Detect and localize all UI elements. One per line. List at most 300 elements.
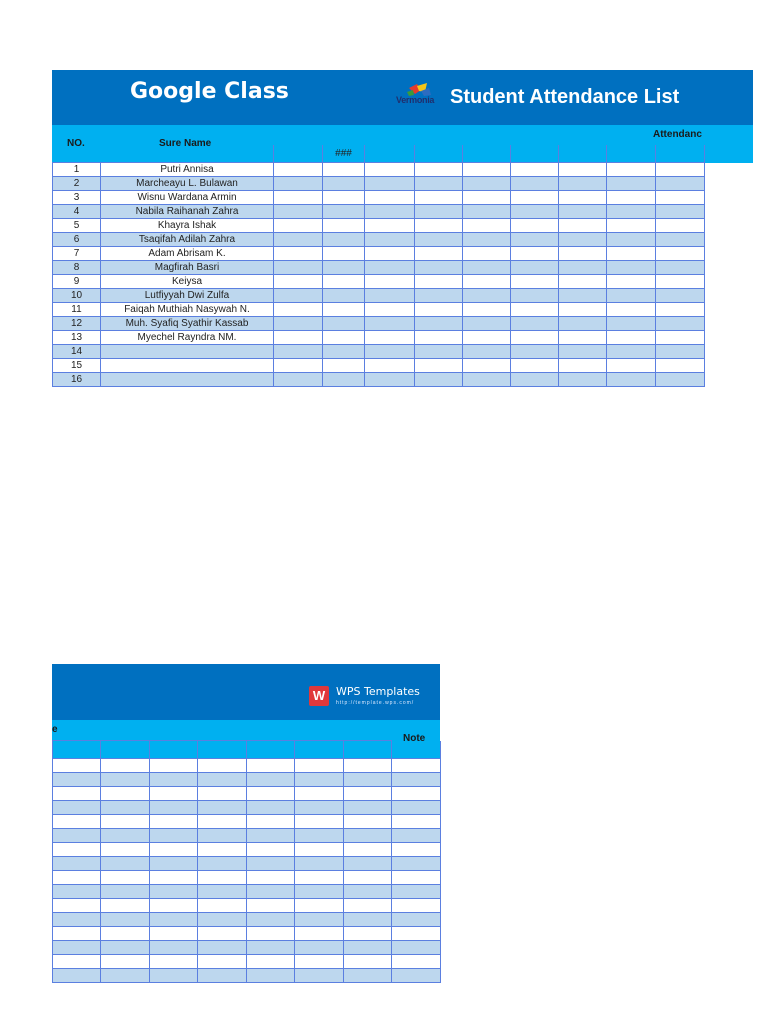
attendance-cell[interactable] [511,247,559,261]
attendance-cell[interactable] [511,331,559,345]
attendance-cell[interactable] [295,787,344,801]
attendance-cell[interactable] [463,359,511,373]
attendance-cell[interactable] [101,857,150,871]
attendance-cell[interactable] [101,899,150,913]
attendance-cell[interactable] [559,373,607,387]
attendance-cell[interactable] [344,843,392,857]
attendance-cell[interactable] [656,233,705,247]
note-cell[interactable] [392,955,441,969]
attendance-cell[interactable] [274,205,323,219]
attendance-cell[interactable] [198,857,247,871]
attendance-cell[interactable] [247,843,295,857]
attendance-cell[interactable] [344,801,392,815]
attendance-cell[interactable] [607,261,656,275]
attendance-cell[interactable] [295,871,344,885]
attendance-cell[interactable] [463,261,511,275]
attendance-cell[interactable] [295,857,344,871]
attendance-cell[interactable] [344,885,392,899]
attendance-cell[interactable] [415,289,463,303]
attendance-cell[interactable] [656,317,705,331]
attendance-cell[interactable] [415,373,463,387]
note-cell[interactable] [392,801,441,815]
note-cell[interactable] [392,885,441,899]
attendance-cell[interactable] [463,205,511,219]
student-name[interactable]: Magfirah Basri [101,261,274,275]
attendance-cell[interactable] [53,871,101,885]
attendance-cell[interactable] [101,969,150,983]
attendance-cell[interactable] [656,191,705,205]
attendance-cell[interactable] [295,913,344,927]
student-name[interactable]: Keiysa [101,275,274,289]
attendance-cell[interactable] [53,773,101,787]
attendance-cell[interactable] [53,955,101,969]
attendance-cell[interactable] [274,191,323,205]
attendance-cell[interactable] [511,163,559,177]
attendance-cell[interactable] [656,275,705,289]
attendance-cell[interactable] [295,773,344,787]
student-name[interactable]: Marcheayu L. Bulawan [101,177,274,191]
attendance-cell[interactable] [101,955,150,969]
attendance-cell[interactable] [274,373,323,387]
row-number[interactable]: 1 [53,163,101,177]
attendance-cell[interactable] [559,219,607,233]
attendance-cell[interactable] [559,233,607,247]
attendance-cell[interactable] [101,871,150,885]
attendance-cell[interactable] [295,759,344,773]
student-name[interactable]: Wisnu Wardana Armin [101,191,274,205]
note-cell[interactable] [392,899,441,913]
student-name[interactable]: Muh. Syafiq Syathir Kassab [101,317,274,331]
attendance-cell[interactable] [463,289,511,303]
attendance-cell[interactable] [656,359,705,373]
attendance-cell[interactable] [365,163,415,177]
student-name[interactable]: Nabila Raihanah Zahra [101,205,274,219]
attendance-cell[interactable] [656,177,705,191]
attendance-cell[interactable] [295,955,344,969]
attendance-cell[interactable] [323,177,365,191]
attendance-cell[interactable] [247,829,295,843]
attendance-cell[interactable] [295,927,344,941]
attendance-cell[interactable] [198,829,247,843]
attendance-cell[interactable] [198,773,247,787]
attendance-cell[interactable] [415,275,463,289]
attendance-cell[interactable] [344,927,392,941]
attendance-cell[interactable] [53,899,101,913]
attendance-cell[interactable] [344,857,392,871]
attendance-cell[interactable] [511,191,559,205]
attendance-cell[interactable] [607,359,656,373]
attendance-cell[interactable] [463,303,511,317]
attendance-cell[interactable] [274,317,323,331]
attendance-cell[interactable] [415,191,463,205]
attendance-cell[interactable] [53,843,101,857]
attendance-cell[interactable] [247,801,295,815]
attendance-cell[interactable] [101,773,150,787]
attendance-cell[interactable] [415,303,463,317]
attendance-cell[interactable] [295,941,344,955]
attendance-cell[interactable] [101,815,150,829]
attendance-cell[interactable] [415,359,463,373]
student-name[interactable]: Khayra Ishak [101,219,274,233]
attendance-cell[interactable] [365,289,415,303]
attendance-cell[interactable] [323,303,365,317]
attendance-cell[interactable] [274,345,323,359]
attendance-cell[interactable] [511,177,559,191]
attendance-cell[interactable] [274,219,323,233]
attendance-cell[interactable] [150,885,198,899]
note-cell[interactable] [392,871,441,885]
attendance-cell[interactable] [511,261,559,275]
attendance-cell[interactable] [101,843,150,857]
attendance-cell[interactable] [607,163,656,177]
attendance-cell[interactable] [559,247,607,261]
attendance-cell[interactable] [53,927,101,941]
attendance-cell[interactable] [559,177,607,191]
attendance-cell[interactable] [511,373,559,387]
attendance-cell[interactable] [656,373,705,387]
note-cell[interactable] [392,843,441,857]
attendance-cell[interactable] [365,219,415,233]
attendance-cell[interactable] [415,317,463,331]
attendance-cell[interactable] [365,261,415,275]
attendance-cell[interactable] [559,191,607,205]
attendance-cell[interactable] [198,815,247,829]
attendance-cell[interactable] [247,759,295,773]
row-number[interactable]: 3 [53,191,101,205]
row-number[interactable]: 14 [53,345,101,359]
attendance-cell[interactable] [656,205,705,219]
attendance-cell[interactable] [344,941,392,955]
attendance-cell[interactable] [344,759,392,773]
note-cell[interactable] [392,829,441,843]
attendance-cell[interactable] [559,289,607,303]
attendance-cell[interactable] [344,969,392,983]
attendance-cell[interactable] [463,163,511,177]
attendance-cell[interactable] [559,205,607,219]
attendance-cell[interactable] [53,913,101,927]
note-cell[interactable] [392,927,441,941]
attendance-cell[interactable] [463,177,511,191]
attendance-cell[interactable] [607,317,656,331]
note-cell[interactable] [392,913,441,927]
attendance-cell[interactable] [607,303,656,317]
attendance-cell[interactable] [295,843,344,857]
attendance-cell[interactable] [198,843,247,857]
attendance-cell[interactable] [323,373,365,387]
row-number[interactable]: 9 [53,275,101,289]
attendance-cell[interactable] [53,815,101,829]
attendance-cell[interactable] [247,857,295,871]
row-number[interactable]: 10 [53,289,101,303]
attendance-cell[interactable] [247,955,295,969]
attendance-cell[interactable] [344,871,392,885]
note-cell[interactable] [392,773,441,787]
attendance-cell[interactable] [274,275,323,289]
attendance-cell[interactable] [198,801,247,815]
attendance-cell[interactable] [198,871,247,885]
attendance-cell[interactable] [607,219,656,233]
attendance-cell[interactable] [150,871,198,885]
attendance-cell[interactable] [415,261,463,275]
attendance-cell[interactable] [511,303,559,317]
attendance-cell[interactable] [150,969,198,983]
row-number[interactable]: 6 [53,233,101,247]
attendance-cell[interactable] [295,885,344,899]
attendance-cell[interactable] [415,177,463,191]
attendance-cell[interactable] [274,177,323,191]
attendance-cell[interactable] [274,331,323,345]
row-number[interactable]: 7 [53,247,101,261]
attendance-cell[interactable] [150,787,198,801]
attendance-cell[interactable] [323,359,365,373]
attendance-cell[interactable] [463,191,511,205]
attendance-cell[interactable] [656,331,705,345]
attendance-cell[interactable] [198,941,247,955]
student-name[interactable] [101,345,274,359]
attendance-cell[interactable] [559,163,607,177]
attendance-cell[interactable] [365,345,415,359]
note-cell[interactable] [392,969,441,983]
student-name[interactable]: Faiqah Muthiah Nasywah N. [101,303,274,317]
attendance-cell[interactable] [344,955,392,969]
attendance-cell[interactable] [295,801,344,815]
row-number[interactable]: 11 [53,303,101,317]
attendance-cell[interactable] [101,759,150,773]
attendance-cell[interactable] [198,913,247,927]
row-number[interactable]: 8 [53,261,101,275]
attendance-cell[interactable] [344,913,392,927]
attendance-cell[interactable] [511,233,559,247]
attendance-cell[interactable] [415,345,463,359]
wps-url[interactable]: http://template.wps.com/ [336,700,415,706]
attendance-cell[interactable] [559,359,607,373]
attendance-cell[interactable] [150,899,198,913]
attendance-cell[interactable] [323,233,365,247]
attendance-cell[interactable] [607,233,656,247]
note-cell[interactable] [392,941,441,955]
attendance-cell[interactable] [247,969,295,983]
row-number[interactable]: 13 [53,331,101,345]
attendance-cell[interactable] [463,373,511,387]
student-name[interactable] [101,359,274,373]
attendance-cell[interactable] [198,927,247,941]
attendance-cell[interactable] [365,205,415,219]
attendance-cell[interactable] [559,345,607,359]
attendance-cell[interactable] [274,289,323,303]
row-number[interactable]: 15 [53,359,101,373]
row-number[interactable]: 5 [53,219,101,233]
attendance-cell[interactable] [463,233,511,247]
attendance-cell[interactable] [656,247,705,261]
attendance-cell[interactable] [463,345,511,359]
attendance-cell[interactable] [607,247,656,261]
attendance-cell[interactable] [463,275,511,289]
attendance-cell[interactable] [295,969,344,983]
attendance-cell[interactable] [53,787,101,801]
attendance-cell[interactable] [656,345,705,359]
attendance-cell[interactable] [559,317,607,331]
attendance-cell[interactable] [150,843,198,857]
attendance-cell[interactable] [53,885,101,899]
attendance-cell[interactable] [607,289,656,303]
attendance-cell[interactable] [559,331,607,345]
attendance-cell[interactable] [150,955,198,969]
student-name[interactable]: Tsaqifah Adilah Zahra [101,233,274,247]
attendance-cell[interactable] [607,177,656,191]
attendance-cell[interactable] [365,373,415,387]
attendance-cell[interactable] [415,331,463,345]
attendance-cell[interactable] [415,247,463,261]
attendance-cell[interactable] [101,913,150,927]
attendance-cell[interactable] [656,219,705,233]
attendance-cell[interactable] [511,219,559,233]
attendance-cell[interactable] [150,801,198,815]
attendance-cell[interactable] [365,317,415,331]
attendance-cell[interactable] [274,359,323,373]
attendance-cell[interactable] [247,787,295,801]
attendance-cell[interactable] [247,899,295,913]
attendance-cell[interactable] [656,261,705,275]
attendance-cell[interactable] [101,801,150,815]
attendance-cell[interactable] [247,941,295,955]
attendance-cell[interactable] [150,829,198,843]
student-name[interactable]: Adam Abrisam K. [101,247,274,261]
attendance-cell[interactable] [463,331,511,345]
student-name[interactable] [101,373,274,387]
attendance-cell[interactable] [463,317,511,331]
attendance-cell[interactable] [101,787,150,801]
attendance-cell[interactable] [365,275,415,289]
attendance-cell[interactable] [607,205,656,219]
attendance-cell[interactable] [53,969,101,983]
attendance-cell[interactable] [365,303,415,317]
date-cell[interactable]: ### [323,145,365,163]
attendance-cell[interactable] [607,331,656,345]
attendance-cell[interactable] [607,373,656,387]
attendance-cell[interactable] [198,787,247,801]
attendance-cell[interactable] [463,219,511,233]
attendance-cell[interactable] [607,275,656,289]
attendance-cell[interactable] [323,345,365,359]
attendance-cell[interactable] [607,345,656,359]
attendance-cell[interactable] [150,773,198,787]
attendance-cell[interactable] [511,317,559,331]
attendance-cell[interactable] [198,885,247,899]
attendance-cell[interactable] [323,331,365,345]
note-cell[interactable] [392,857,441,871]
attendance-cell[interactable] [247,773,295,787]
attendance-cell[interactable] [150,913,198,927]
attendance-cell[interactable] [365,233,415,247]
attendance-cell[interactable] [323,289,365,303]
attendance-cell[interactable] [198,759,247,773]
attendance-cell[interactable] [344,787,392,801]
attendance-cell[interactable] [274,303,323,317]
attendance-cell[interactable] [247,913,295,927]
attendance-cell[interactable] [344,899,392,913]
attendance-cell[interactable] [365,331,415,345]
attendance-cell[interactable] [559,275,607,289]
attendance-cell[interactable] [274,261,323,275]
attendance-cell[interactable] [323,261,365,275]
attendance-cell[interactable] [344,773,392,787]
row-number[interactable]: 4 [53,205,101,219]
row-number[interactable]: 2 [53,177,101,191]
attendance-cell[interactable] [247,885,295,899]
attendance-cell[interactable] [247,871,295,885]
attendance-cell[interactable] [365,247,415,261]
attendance-cell[interactable] [365,359,415,373]
attendance-cell[interactable] [511,359,559,373]
attendance-cell[interactable] [295,829,344,843]
attendance-cell[interactable] [656,303,705,317]
attendance-cell[interactable] [323,163,365,177]
attendance-cell[interactable] [415,163,463,177]
attendance-cell[interactable] [656,163,705,177]
attendance-cell[interactable] [415,219,463,233]
attendance-cell[interactable] [198,899,247,913]
attendance-cell[interactable] [656,289,705,303]
attendance-cell[interactable] [150,927,198,941]
attendance-cell[interactable] [323,247,365,261]
attendance-cell[interactable] [247,815,295,829]
attendance-cell[interactable] [365,177,415,191]
attendance-cell[interactable] [323,317,365,331]
attendance-cell[interactable] [511,275,559,289]
note-cell[interactable] [392,787,441,801]
attendance-cell[interactable] [559,261,607,275]
attendance-cell[interactable] [323,219,365,233]
attendance-cell[interactable] [101,941,150,955]
attendance-cell[interactable] [344,829,392,843]
attendance-cell[interactable] [559,303,607,317]
student-name[interactable]: Lutfiyyah Dwi Zulfa [101,289,274,303]
attendance-cell[interactable] [101,885,150,899]
attendance-cell[interactable] [150,815,198,829]
attendance-cell[interactable] [415,233,463,247]
attendance-cell[interactable] [323,205,365,219]
attendance-cell[interactable] [198,955,247,969]
attendance-cell[interactable] [247,927,295,941]
attendance-cell[interactable] [323,275,365,289]
attendance-cell[interactable] [101,927,150,941]
row-number[interactable]: 12 [53,317,101,331]
row-number[interactable]: 16 [53,373,101,387]
attendance-cell[interactable] [53,801,101,815]
attendance-cell[interactable] [295,815,344,829]
attendance-cell[interactable] [150,857,198,871]
attendance-cell[interactable] [53,759,101,773]
attendance-cell[interactable] [365,191,415,205]
attendance-cell[interactable] [323,191,365,205]
student-name[interactable]: Putri Annisa [101,163,274,177]
attendance-cell[interactable] [607,191,656,205]
attendance-cell[interactable] [463,247,511,261]
student-name[interactable]: Myechel Rayndra NM. [101,331,274,345]
attendance-cell[interactable] [150,941,198,955]
attendance-cell[interactable] [274,247,323,261]
attendance-cell[interactable] [274,163,323,177]
attendance-cell[interactable] [101,829,150,843]
attendance-cell[interactable] [511,345,559,359]
attendance-cell[interactable] [415,205,463,219]
attendance-cell[interactable] [53,857,101,871]
attendance-cell[interactable] [511,205,559,219]
note-cell[interactable] [392,759,441,773]
attendance-cell[interactable] [344,815,392,829]
attendance-cell[interactable] [295,899,344,913]
attendance-cell[interactable] [198,969,247,983]
